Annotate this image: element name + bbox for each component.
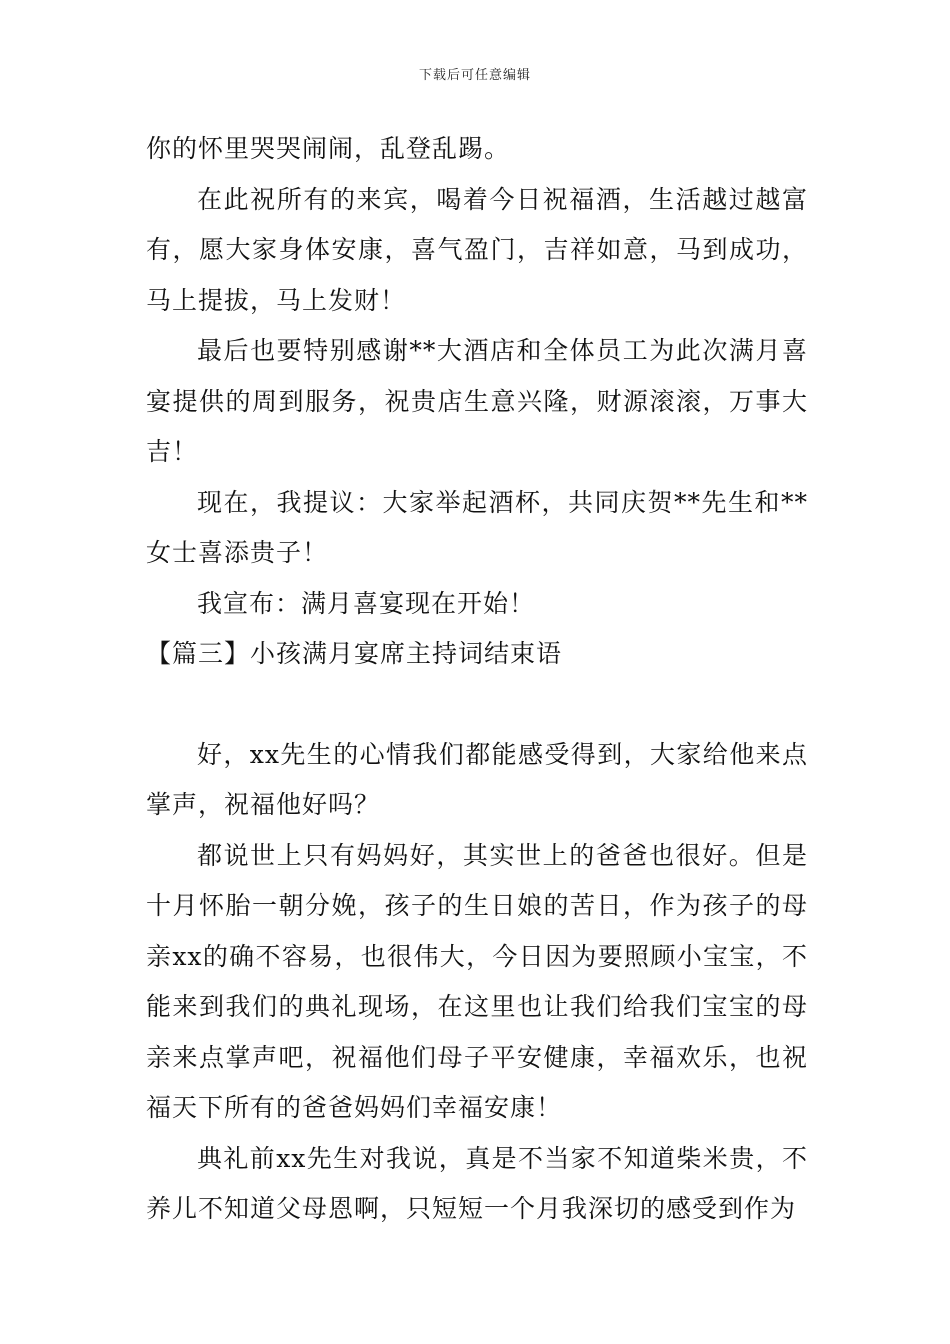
paragraph-thanks: 最后也要特别感谢**大酒店和全体员工为此次满月喜宴提供的周到服务，祝贵店生意兴隆，财源滚滚，万事大吉！ <box>146 336 808 466</box>
section-title: 【篇三】小孩满月宴席主持词结束语 <box>146 639 563 668</box>
paragraph-father: 典礼前xx先生对我说，真是不当家不知道柴米贵，不养儿不知道父母恩啊，只短短一个月我深切的感受到作为 <box>146 1143 808 1223</box>
paragraph-blessing: 在此祝所有的来宾，喝着今日祝福酒，生活越过越富有，愿大家身体安康，喜气盈门，吉祥如意，马到成功，马上提拔，马上发财！ <box>146 184 808 315</box>
paragraph-applause: 好，xx先生的心情我们都能感受得到，大家给他来点掌声，祝福他好吗？ <box>146 739 808 819</box>
document-body <box>146 124 808 1235</box>
paragraph-announcement: 我宣布：满月喜宴现在开始！ <box>197 588 536 618</box>
paragraph-continuation: 你的怀里哭哭闹闹，乱登乱踢。 <box>146 134 511 163</box>
page-header: 下载后可任意编辑 <box>418 68 531 83</box>
paragraph-toast: 现在，我提议：大家举起酒杯，共同庆贺**先生和**女士喜添贵子！ <box>146 487 808 567</box>
section-spacer <box>146 680 808 730</box>
paragraph-mother: 都说世上只有妈妈好，其实世上的爸爸也很好。但是十月怀胎一朝分娩，孩子的生日娘的苦日，作为孩子的母亲xx的确不容易，也很伟大，今日因为要照顾小宝宝，不能来到我们的典礼现场，在这里也让我们给我们宝宝的母亲来点掌声吧，祝福他们母子平安健康，幸福欢乐，也祝福天下所有的爸爸妈妈们幸福安康！ <box>146 840 808 1122</box>
